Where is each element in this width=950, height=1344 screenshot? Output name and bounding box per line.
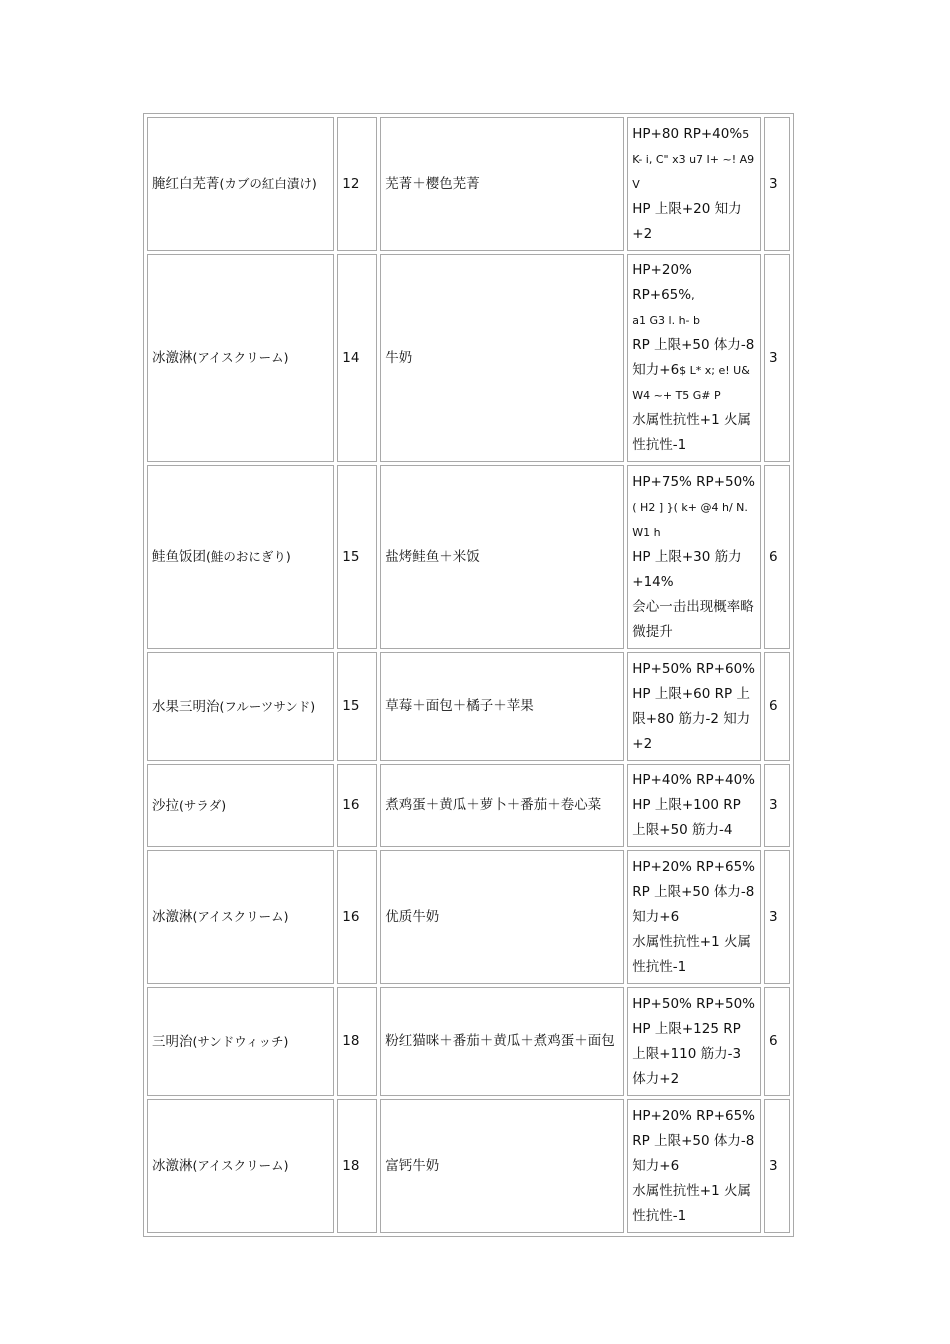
level-cell: 15	[337, 652, 377, 761]
effect-line: HP 上限+30 筋力+14%	[632, 548, 742, 590]
noise-text: ( H2 ] }( k+ @4 h/ N. W1 h	[632, 500, 748, 539]
dish-name-cell	[147, 254, 334, 462]
noise-text: ,	[691, 289, 695, 302]
count-cell: 3	[764, 117, 790, 251]
dish-name-cn: 沙拉	[152, 797, 179, 814]
noise-text: K- i, C" x3 u7 I+ ~! A9 V	[632, 152, 755, 191]
effect-line: HP+20% RP+65%	[632, 1107, 756, 1124]
count-cell: 6	[764, 987, 790, 1096]
dish-name-jp: (フルーツサンド)	[219, 698, 316, 714]
table-row	[147, 254, 790, 462]
level-cell: 16	[337, 850, 377, 984]
dish-name-cell	[147, 1099, 334, 1233]
recipe-table	[143, 113, 794, 1237]
effects-cell	[627, 987, 761, 1096]
level-cell: 16	[337, 764, 377, 847]
effect-line: 水属性抗性+1 火属性抗性-1	[632, 1182, 751, 1224]
count-cell: 3	[764, 850, 790, 984]
effect-line: HP 上限+20 知力+2	[632, 200, 742, 242]
ingredients-cell: 煮鸡蛋＋黄瓜＋萝卜＋番茄＋卷心菜	[380, 764, 624, 847]
table-row	[147, 850, 790, 984]
level-cell: 14	[337, 254, 377, 462]
dish-name-jp: (鮭のおにぎり)	[206, 549, 291, 564]
noise-text: $ L* x; e! U& W4 ~+ T5 G# P	[632, 364, 750, 402]
table-row	[147, 465, 790, 649]
dish-name-cell	[147, 764, 334, 847]
dish-name-jp: (カブの紅白漬け)	[219, 176, 317, 191]
ingredients-cell: 牛奶	[380, 254, 624, 462]
effects-cell	[627, 764, 761, 847]
ingredients-cell: 盐烤鲑鱼＋米饭	[380, 465, 624, 649]
noise-text: a1 G3 l. h- b	[632, 314, 700, 327]
dish-name-cn: 冰激淋	[152, 909, 193, 925]
dish-name-cn: 鲑鱼饭团	[152, 549, 206, 565]
count-cell: 3	[764, 254, 790, 462]
dish-name-jp: (サンドウィッチ)	[192, 1033, 289, 1049]
effects-cell	[627, 465, 761, 649]
ingredients-cell: 草莓＋面包＋橘子＋苹果	[380, 652, 624, 761]
effect-line: RP 上限+50 体力-8 知力+6	[632, 1132, 755, 1174]
ingredients-cell: 芜菁＋樱色芜菁	[380, 117, 624, 251]
effect-line: HP+50% RP+50%	[632, 995, 756, 1012]
dish-name-cn: 腌红白芜菁	[152, 176, 220, 192]
effect-line: 会心一击出现概率略微提升	[632, 598, 754, 640]
dish-name-cell	[147, 850, 334, 984]
effect-line: HP+40% RP+40%	[632, 772, 756, 788]
count-cell: 3	[764, 1099, 790, 1233]
dish-name-jp: (アイスクリーム)	[192, 909, 289, 924]
table-row	[147, 117, 790, 251]
table-row	[147, 764, 790, 847]
dish-name-cell	[147, 465, 334, 649]
count-cell: 6	[764, 465, 790, 649]
effect-line: HP+20% RP+65%	[632, 858, 756, 875]
effect-line: HP+80 RP+40%5	[632, 125, 750, 142]
noise-text: 5	[742, 127, 750, 141]
table-row	[147, 1099, 790, 1233]
effect-line: RP 上限+50 体力-8 知力+6	[632, 883, 755, 925]
dish-name-cn: 三明治	[152, 1033, 193, 1050]
level-cell: 18	[337, 987, 377, 1096]
effect-line: HP 上限+60 RP 上限+80 筋力-2 知力+2	[632, 685, 751, 752]
count-cell: 6	[764, 652, 790, 761]
effect-line: HP+50% RP+60%	[632, 660, 756, 677]
dish-name-cell	[147, 987, 334, 1096]
effect-line: HP 上限+100 RP 上限+50 筋力-4	[632, 797, 741, 838]
effect-line: HP+75% RP+50%( H2 ] }( k+ @4 h/ N. W1 h	[632, 473, 756, 539]
dish-name-cn: 水果三明治	[152, 698, 220, 715]
ingredients-cell: 粉红猫咪＋番茄＋黄瓜＋煮鸡蛋＋面包	[380, 987, 624, 1096]
dish-name-jp: (サラダ)	[179, 797, 227, 813]
level-cell: 15	[337, 465, 377, 649]
effects-cell	[627, 254, 761, 462]
effect-line: 水属性抗性+1 火属性抗性-1	[632, 933, 751, 975]
count-cell: 3	[764, 764, 790, 847]
effects-cell	[627, 1099, 761, 1233]
effect-line: RP 上限+50 体力-8 知力+6$ L* x; e! U& W4 ~+ T5 G# P	[632, 337, 755, 402]
effect-line: 水属性抗性+1 火属性抗性-1	[632, 412, 751, 453]
effect-line: HP 上限+125 RP 上限+110 筋力-3 体力+2	[632, 1020, 742, 1087]
dish-name-cn: 冰激淋	[152, 350, 193, 366]
dish-name-cell	[147, 652, 334, 761]
ingredients-cell: 优质牛奶	[380, 850, 624, 984]
dish-name-cn: 冰激淋	[152, 1158, 193, 1174]
table-row	[147, 652, 790, 761]
dish-name-jp: (アイスクリーム)	[192, 1158, 289, 1173]
effects-cell	[627, 652, 761, 761]
level-cell: 12	[337, 117, 377, 251]
effects-cell	[627, 117, 761, 251]
effect-line: HP+20% RP+65%,	[632, 262, 695, 303]
ingredients-cell: 富钙牛奶	[380, 1099, 624, 1233]
dish-name-cell	[147, 117, 334, 251]
level-cell: 18	[337, 1099, 377, 1233]
dish-name-jp: (アイスクリーム)	[192, 350, 289, 365]
effects-cell	[627, 850, 761, 984]
table-row	[147, 987, 790, 1096]
